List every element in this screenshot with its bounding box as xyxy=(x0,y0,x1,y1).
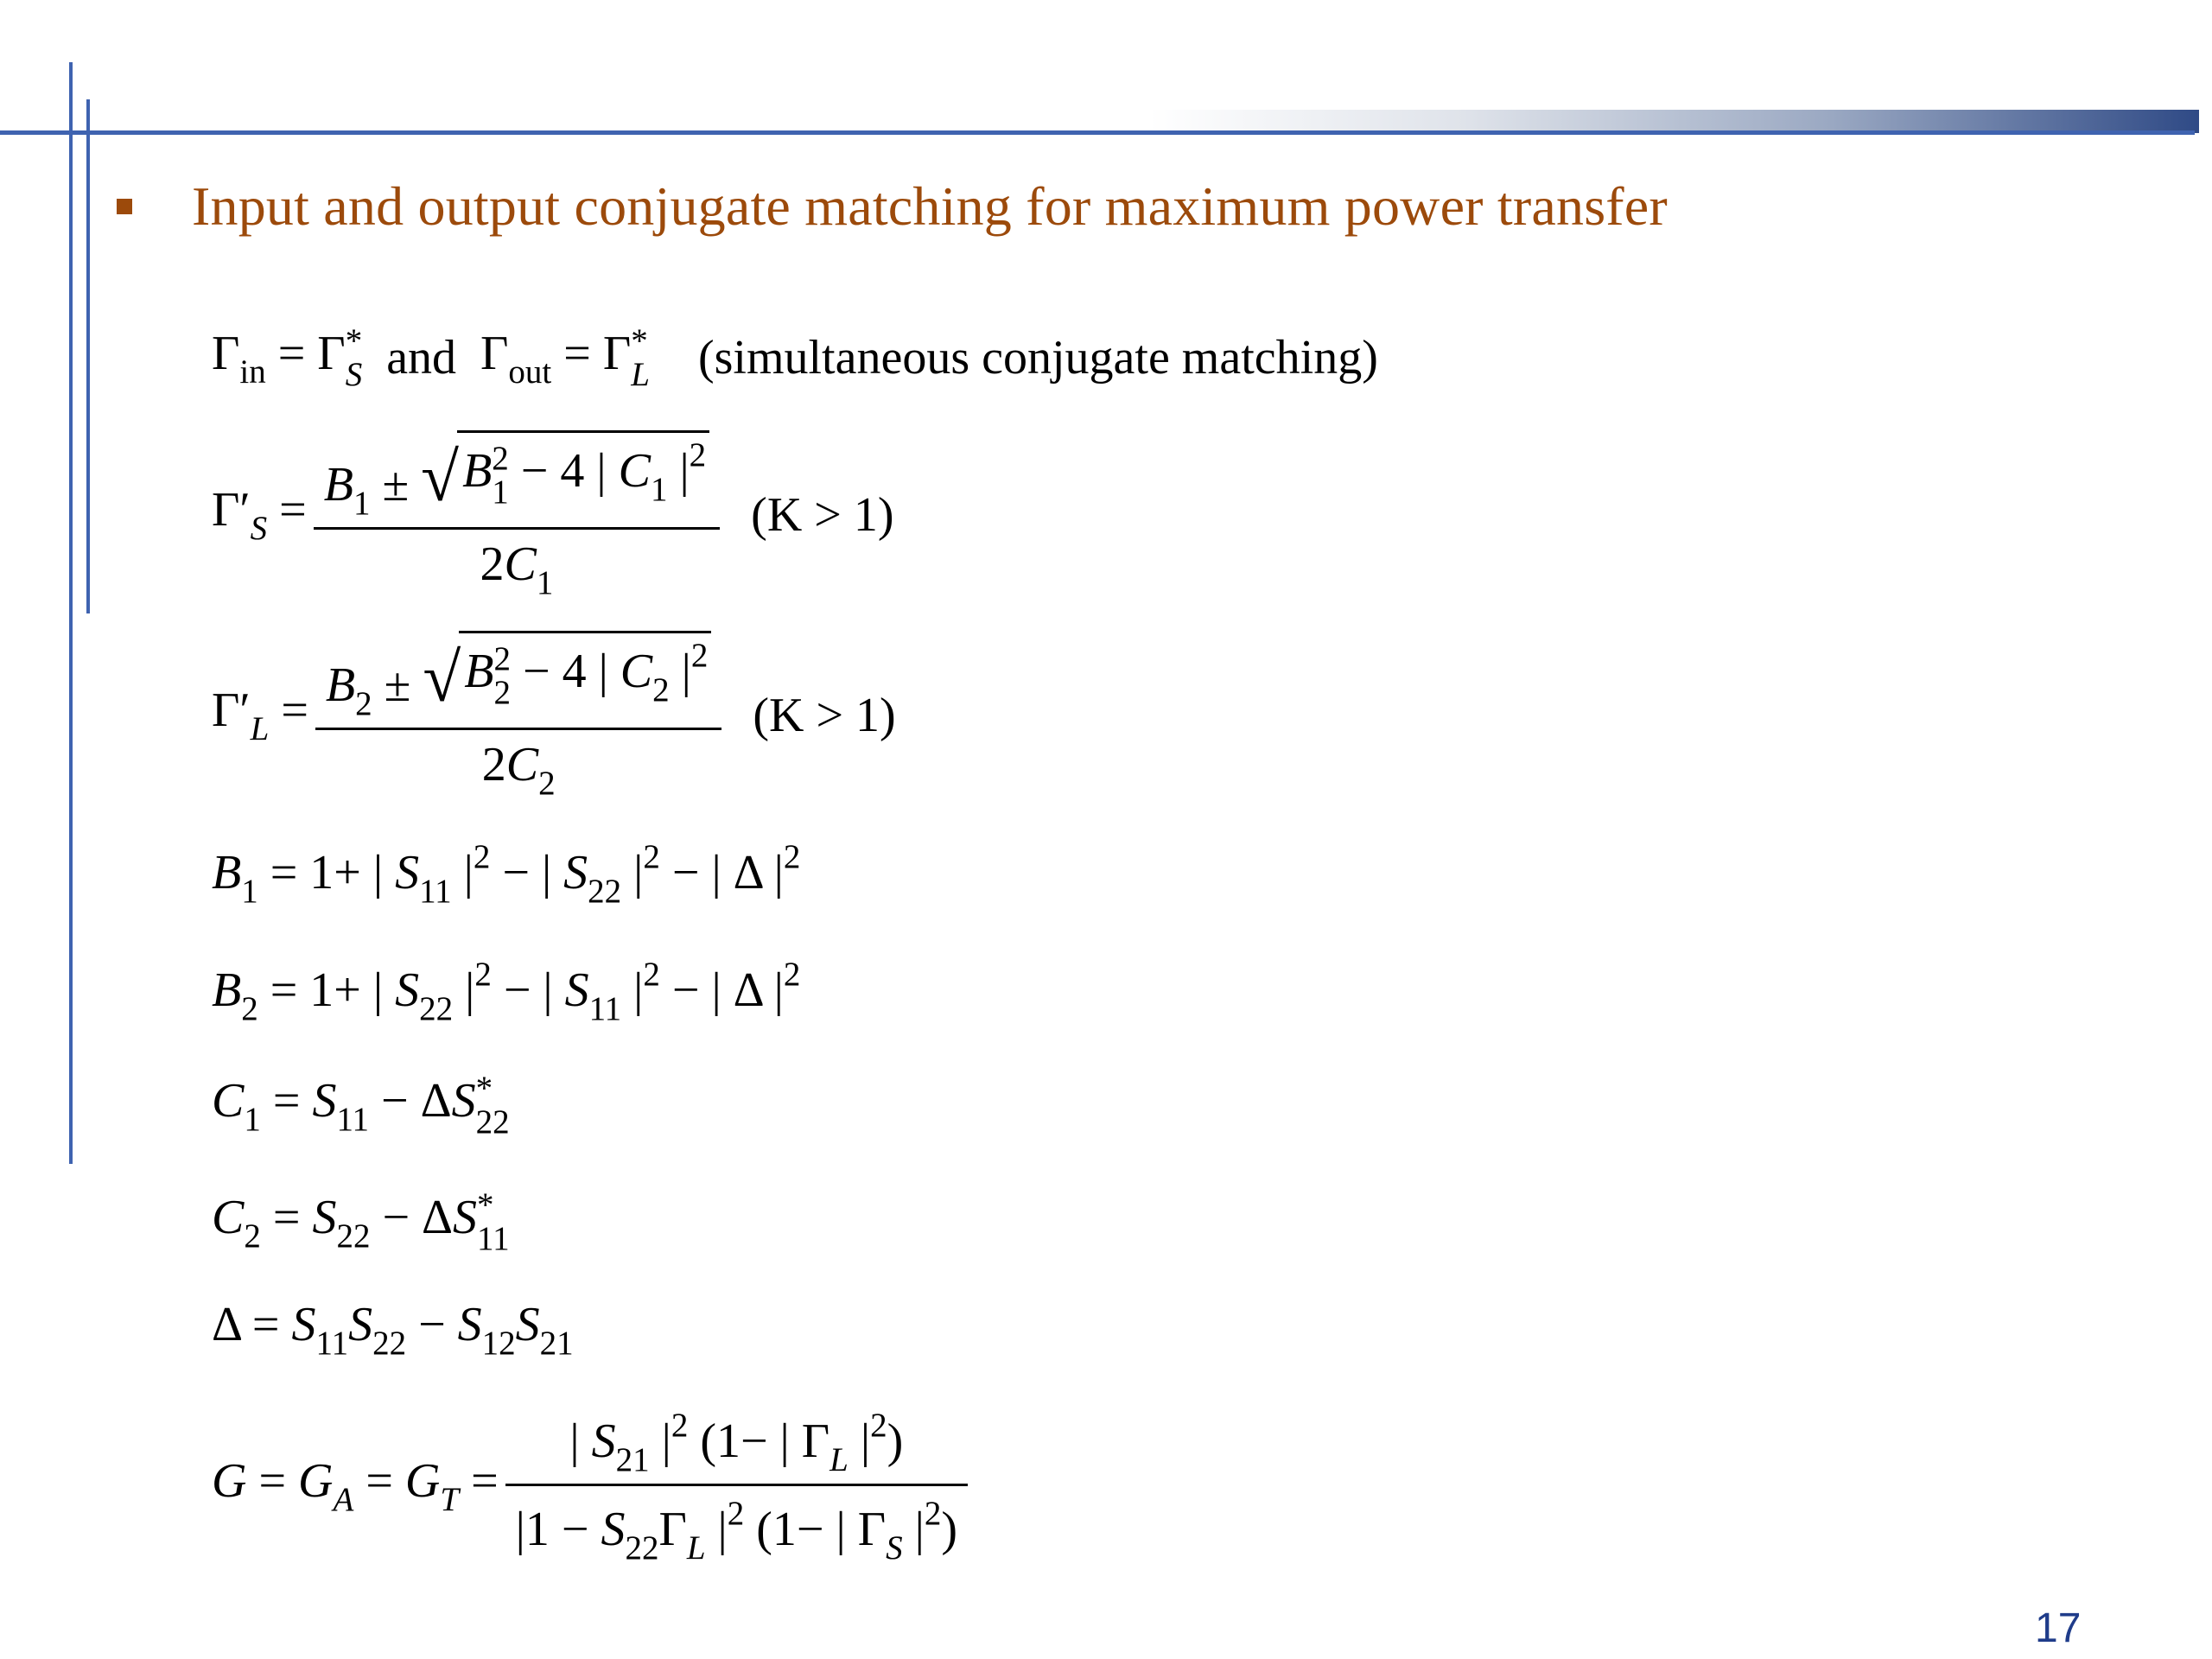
fraction-gamma-s: $B_1$ ± √ B 2 1 − 4 | $C_1$ $|^2$ $2C_1$ xyxy=(319,430,715,600)
vertical-accent-line-outer xyxy=(69,62,73,1164)
slide-title: Input and output conjugate matching for maximum power transfer xyxy=(192,175,1668,237)
fraction-gamma-l: $B_2$ ± √ B 2 2 − 4 | $C_2$ $|^2$ $2C_2$ xyxy=(321,631,716,800)
equation-b1: $B_1 = 1+$ | $S_{11}$ $|^2$ − | $S_{22}$ $|^2$ − | Δ $|^2$ xyxy=(212,838,801,910)
header-accent-line xyxy=(0,130,2195,135)
condition-k-gt-1-l: (K > 1) xyxy=(753,689,896,743)
condition-k-gt-1: (K > 1) xyxy=(751,488,894,543)
equation-gamma-s: $\Gamma'_S$ = $B_1$ ± √ B 2 1 − 4 | $C_1$ $|^2$ $2C_1$ (K > 1) xyxy=(212,430,894,600)
header-gradient-bar xyxy=(1149,110,2199,133)
equation-c2: $C_2 = S_{22} - \Delta S$ * 11 xyxy=(212,1186,510,1257)
equation-and-text: and xyxy=(386,331,457,385)
vertical-accent-line-inner xyxy=(86,99,90,613)
equation-gain: $G = G_A = G_T$ = $\frac{| S_{21} |^2 (1- | \Gamma_L |^2)}{|1 - S_{22}\Gamma_L |^2 (1- | \Gamma_S |^2)}$ xyxy=(212,1408,975,1565)
equation-gamma-l: $\Gamma'_L$ = $B_2$ ± √ B 2 2 − 4 | $C_2$ $|^2$ $2C_2$ (K > 1) xyxy=(212,631,896,800)
equation-conjugate-matching: $\Gamma_{in} = \Gamma$ * S and $\Gamma_{out} = \Gamma$ * L (simultaneous conjugate matching) xyxy=(212,322,1378,393)
page-number: 17 xyxy=(2035,1605,2082,1651)
equation-note: (simultaneous conjugate matching) xyxy=(697,331,1378,385)
equation-c1: $C_1 = S_{11} - \Delta S$ * 22 xyxy=(212,1070,510,1141)
equation-delta: $\Delta = S_{11}S_{22} - S_{12}S_{21}$ xyxy=(212,1298,574,1362)
equation-b2: $B_2 = 1+$ | $S_{22}$ $|^2$ − | $S_{11}$ $|^2$ − | Δ $|^2$ xyxy=(212,956,801,1027)
fraction-gain: $\frac{| S_{21} |^2 (1- | \Gamma_L |^2)}{|1 - S_{22}\Gamma_L |^2 (1- | \Gamma_S |^2)}$ xyxy=(511,1408,963,1565)
bullet-marker xyxy=(117,199,132,214)
